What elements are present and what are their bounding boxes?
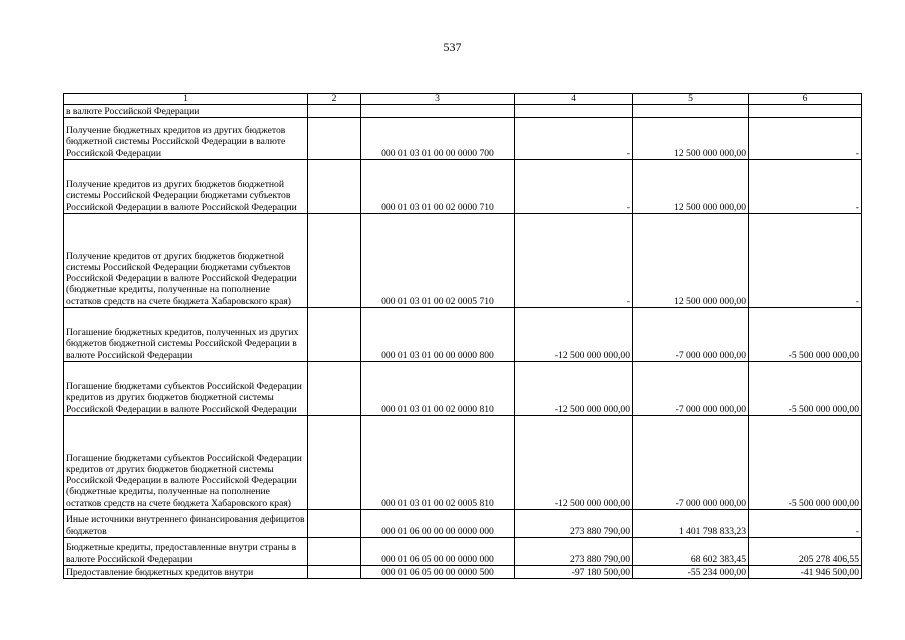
table-row bbox=[64, 160, 862, 214]
row-code: 000 01 03 01 00 02 0000 710 bbox=[361, 160, 515, 214]
column-header-4: 4 bbox=[515, 94, 633, 105]
row-col2 bbox=[308, 538, 361, 566]
page-number: 537 bbox=[443, 40, 462, 54]
row-code: 000 01 03 01 00 02 0005 810 bbox=[361, 416, 515, 510]
column-header-1: 1 bbox=[64, 94, 308, 105]
row-code: 000 01 03 01 00 02 0000 810 bbox=[361, 362, 515, 416]
row-name: Иные источники внутреннего финансирования дефицитов бюджетов bbox=[64, 510, 308, 538]
row-value-4: 273 880 790,00 bbox=[515, 510, 633, 538]
table-row bbox=[64, 566, 862, 579]
table-row bbox=[64, 308, 862, 362]
row-col2 bbox=[308, 160, 361, 214]
row-value-6: - bbox=[749, 214, 862, 308]
row-col2 bbox=[308, 308, 361, 362]
row-col2 bbox=[308, 118, 361, 160]
table-row bbox=[64, 214, 862, 308]
column-header-2: 2 bbox=[308, 94, 361, 105]
row-value-6: -41 946 500,00 bbox=[749, 566, 862, 579]
table-header-row bbox=[64, 94, 862, 105]
row-name: Бюджетные кредиты, предоставленные внутри страны в валюте Российской Федерации bbox=[64, 538, 308, 566]
row-col2 bbox=[308, 416, 361, 510]
row-code: 000 01 03 01 00 02 0005 710 bbox=[361, 214, 515, 308]
row-name: Получение кредитов от других бюджетов бюджетной системы Российской Федерации бюджетами субъектов Российской Федерации в валюте Российской Федерации (бюджетные кредиты, полученные на пополнение остатков средств на счете бюджета Хабаровского края) bbox=[64, 214, 308, 308]
row-code: 000 01 06 05 00 00 0000 500 bbox=[361, 566, 515, 579]
column-header-3: 3 bbox=[361, 94, 515, 105]
row-name: Погашение бюджетами субъектов Российской Федерации кредитов из других бюджетов бюджетной системы Российской Федерации в валюте Российской Федерации bbox=[64, 362, 308, 416]
column-header-5: 5 bbox=[633, 94, 749, 105]
column-header-6: 6 bbox=[749, 94, 862, 105]
table-row bbox=[64, 510, 862, 538]
row-value-4: -97 180 500,00 bbox=[515, 566, 633, 579]
row-code: 000 01 03 01 00 00 0000 800 bbox=[361, 308, 515, 362]
row-name: Предоставление бюджетных кредитов внутри bbox=[64, 566, 308, 579]
row-value-5: -7 000 000 000,00 bbox=[633, 308, 749, 362]
row-value-4: -12 500 000 000,00 bbox=[515, 308, 633, 362]
row-name: Погашение бюджетных кредитов, полученных из других бюджетов бюджетной системы Российской Федерации в валюте Российской Федерации bbox=[64, 308, 308, 362]
row-code bbox=[361, 105, 515, 118]
table-row bbox=[64, 105, 862, 118]
row-value-4 bbox=[515, 105, 633, 118]
table-row bbox=[64, 118, 862, 160]
row-col2 bbox=[308, 362, 361, 416]
row-value-6: -5 500 000 000,00 bbox=[749, 362, 862, 416]
row-value-6: - bbox=[749, 510, 862, 538]
row-value-6: 205 278 406,55 bbox=[749, 538, 862, 566]
row-value-6: -5 500 000 000,00 bbox=[749, 416, 862, 510]
row-value-6: - bbox=[749, 160, 862, 214]
row-col2 bbox=[308, 566, 361, 579]
row-value-5: -55 234 000,00 bbox=[633, 566, 749, 579]
row-value-5: 1 401 798 833,23 bbox=[633, 510, 749, 538]
row-value-5: 68 602 383,45 bbox=[633, 538, 749, 566]
row-value-6 bbox=[749, 105, 862, 118]
row-value-5: 12 500 000 000,00 bbox=[633, 214, 749, 308]
budget-sources-table bbox=[63, 93, 862, 579]
row-code: 000 01 06 00 00 00 0000 000 bbox=[361, 510, 515, 538]
row-value-4: - bbox=[515, 214, 633, 308]
row-value-5 bbox=[633, 105, 749, 118]
row-name: Получение бюджетных кредитов из других бюджетов бюджетной системы Российской Федерации в валюте Российской Федерации bbox=[64, 118, 308, 160]
row-name: Погашение бюджетами субъектов Российской Федерации кредитов от других бюджетов бюджетной системы Российской Федерации в валюте Российской Федерации (бюджетные кредиты, полученные на пополнение остатков средств на счете бюджета Хабаровского края) bbox=[64, 416, 308, 510]
row-name: Получение кредитов из других бюджетов бюджетной системы Российской Федерации бюджетами субъектов Российской Федерации в валюте Российской Федерации bbox=[64, 160, 308, 214]
row-value-4: 273 880 790,00 bbox=[515, 538, 633, 566]
row-value-5: 12 500 000 000,00 bbox=[633, 118, 749, 160]
row-code: 000 01 03 01 00 00 0000 700 bbox=[361, 118, 515, 160]
row-value-6: -5 500 000 000,00 bbox=[749, 308, 862, 362]
row-value-4: - bbox=[515, 160, 633, 214]
row-value-4: -12 500 000 000,00 bbox=[515, 362, 633, 416]
row-value-5: 12 500 000 000,00 bbox=[633, 160, 749, 214]
row-code: 000 01 06 05 00 00 0000 000 bbox=[361, 538, 515, 566]
row-value-6: - bbox=[749, 118, 862, 160]
table-row bbox=[64, 362, 862, 416]
row-col2 bbox=[308, 510, 361, 538]
row-value-5: -7 000 000 000,00 bbox=[633, 416, 749, 510]
row-value-5: -7 000 000 000,00 bbox=[633, 362, 749, 416]
table-row bbox=[64, 416, 862, 510]
row-col2 bbox=[308, 105, 361, 118]
row-value-4: - bbox=[515, 118, 633, 160]
row-value-4: -12 500 000 000,00 bbox=[515, 416, 633, 510]
row-col2 bbox=[308, 214, 361, 308]
table-row bbox=[64, 538, 862, 566]
row-name: в валюте Российской Федерации bbox=[64, 105, 308, 118]
